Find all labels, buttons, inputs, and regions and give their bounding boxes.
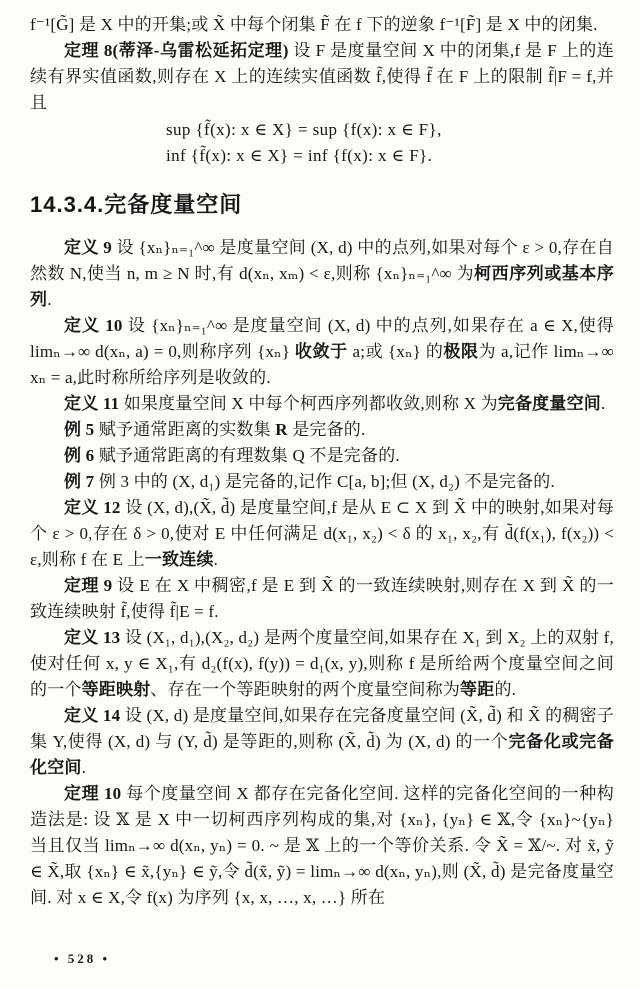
paragraph — [30, 235, 614, 313]
formula-line: inf {f̃(x): x ∈ X} = inf {f(x): x ∈ F}. — [166, 146, 433, 165]
paragraph — [30, 469, 614, 495]
text-run: 设 {xₙ}ₙ₌₁^∞ 是度量空间 (X, d) 中的点列,如果对每个 ε > 0,存在自然数 N,使当 n, m ≥ N 时,有 d(xₙ, xₘ) < ε,则称 {xₙ}ₙ₌₁^∞ 为 — [30, 238, 615, 283]
paragraph — [30, 313, 614, 391]
paragraph — [30, 38, 614, 116]
text-run: 、存在一个等距映射的两个度量空间称为 — [150, 680, 461, 699]
bold-text-run: 定义 9 — [64, 238, 117, 257]
bold-text-run: 完备度量空间 — [497, 394, 601, 413]
bold-text-run: 完备化或完备化空间 — [30, 732, 615, 777]
text-run: 赋予通常距离的有理数集 Q 不是完备的. — [98, 446, 400, 465]
text-run: 为 a,记作 limₙ→∞ xₙ = a,此时称所给序列是收敛的. — [30, 342, 614, 387]
paragraph — [30, 495, 614, 573]
bold-text-run: 定理 8(蒂泽-乌雷松延拓定理) — [64, 41, 294, 60]
text-run: 设 (X, d),(X̃, d̃) 是度量空间,f 是从 E ⊂ X 到 X̃ 中的映射,如果对每个 ε > 0,存在 δ > 0,使对 E 中任何满足 d(x₁, x₂) < δ 的 x₁, x₂,有 d̃(f(x₁), f(x₂)) < ε,则称 f 在 E 上 — [30, 498, 615, 569]
text-run: f⁻¹[G̃] 是 X 中的开集;或 X̃ 中每个闭集 F̃ 在 f 下的逆象 f⁻¹[F̃] 是 X 中的闭集. — [30, 15, 598, 34]
page-number: • 528 • — [54, 951, 111, 966]
bold-text-run: 定理 9 — [64, 576, 118, 595]
bold-text-run: 一致连续 — [144, 550, 214, 569]
bold-text-run: 定义 10 — [64, 316, 128, 335]
paragraph — [30, 12, 614, 38]
formula-block — [166, 117, 614, 169]
bold-text-run: 例 7 — [64, 472, 99, 491]
paragraph — [30, 443, 614, 469]
text-run: 如果度量空间 X 中每个柯西序列都收敛,则称 X 为 — [123, 394, 498, 413]
paragraph — [30, 391, 614, 417]
bold-text-run: 定理 10 — [64, 784, 127, 803]
text-run: 设 E 在 X 中稠密,f 是 E 到 X̃ 的一致连续映射,则存在 X 到 X̃ 的一致连续映射 f̃,使得 f̃|E = f. — [30, 576, 615, 621]
bold-text-run: 例 5 — [64, 420, 99, 439]
page-content — [30, 12, 614, 911]
paragraph — [30, 573, 614, 625]
text-run: 设 (X, d) 是度量空间,如果存在完备度量空间 (X̃, d̃) 和 X̃ 的稠密子集 Y,使得 (X, d) 与 (Y, d̃) 是等距的,则称 (X̃, d̃) 为 (X, d) 的一个 — [30, 706, 614, 751]
text-run: 赋予通常距离的实数集 — [98, 420, 276, 439]
bold-text-run: 收敛于 — [294, 342, 348, 361]
text-run: 是完备的. — [287, 420, 366, 439]
text-run: . — [600, 394, 606, 413]
text-run: 设 {xₙ}ₙ₌₁^∞ 是度量空间 (X, d) 中的点列,如果存在 a ∈ X,使得 limₙ→∞ d(xₙ, a) = 0,则称序列 {xₙ} — [30, 316, 614, 361]
paragraph — [30, 625, 614, 703]
bold-text-run: 例 6 — [64, 446, 99, 465]
bold-text-run: 等距 — [460, 680, 495, 699]
paragraph — [30, 417, 614, 443]
bold-text-run: 定义 13 — [64, 628, 125, 647]
bold-text-run: 柯西序列或基本序列 — [30, 264, 614, 309]
text-run: 设 (X₁, d₁),(X₂, d₂) 是两个度量空间,如果存在 X₁ 到 X₂ 上的双射 f,使对任何 x, y ∈ X₁,有 d₂(f(x), f(y)) = d₁(x, y),则称 f 是所给两个度量空间之间的一个 — [30, 628, 614, 699]
text-run: 设 F 是度量空间 X 中的闭集,f 是 F 上的连续有界实值函数,则存在 X 上的连续实值函数 f̃,使得 f̃ 在 F 上的限制 f̃|F = f,并且 — [30, 41, 614, 112]
text-run: 每个度量空间 X 都存在完备化空间. 这样的完备化空间的一种构造法是: 设 𝕏 是 X 中一切柯西序列构成的集,对 {xₙ}, {yₙ} ∈ 𝕏,令 {xₙ}~{yₙ} 当且仅当 limₙ→∞ d(xₙ, yₙ) = 0. ~ 是 𝕏 上的一个等价关系. 令 X̃ = 𝕏/~. 对 x̃, ỹ ∈ X̃,取 {xₙ} ∈ x̃,{yₙ} ∈ ỹ,令 d̃(x̃, ỹ) = limₙ→∞ d(xₙ, yₙ),则 (X̃, d̃) 是完备度量空间. 对 x ∈ X,令 f(x) 为序列 {x, x, …, x, …} 所在 — [30, 784, 614, 907]
text-run: . — [213, 550, 219, 569]
paragraph — [30, 781, 614, 911]
text-run: 例 3 中的 (X, d₁) 是完备的,记作 C[a, b];但 (X, d₂) 不是完备的. — [98, 472, 555, 491]
bold-text-run: 等距映射 — [81, 680, 151, 699]
bold-text-run: R — [275, 420, 288, 439]
text-run: a;或 {xₙ} 的 — [347, 342, 444, 361]
bold-text-run: 定义 11 — [64, 394, 124, 413]
text-run: . — [47, 290, 52, 309]
text-run: . — [81, 758, 87, 777]
section-heading: 14.3.4.完备度量空间 — [30, 192, 243, 217]
paragraph — [30, 703, 614, 781]
formula-line: sup {f̃(x): x ∈ X} = sup {f(x): x ∈ F}, — [166, 120, 442, 139]
text-run: 的. — [494, 680, 517, 699]
bold-text-run: 定义 12 — [64, 498, 126, 517]
bold-text-run: 极限 — [443, 342, 479, 361]
bold-text-run: 定义 14 — [64, 706, 125, 725]
